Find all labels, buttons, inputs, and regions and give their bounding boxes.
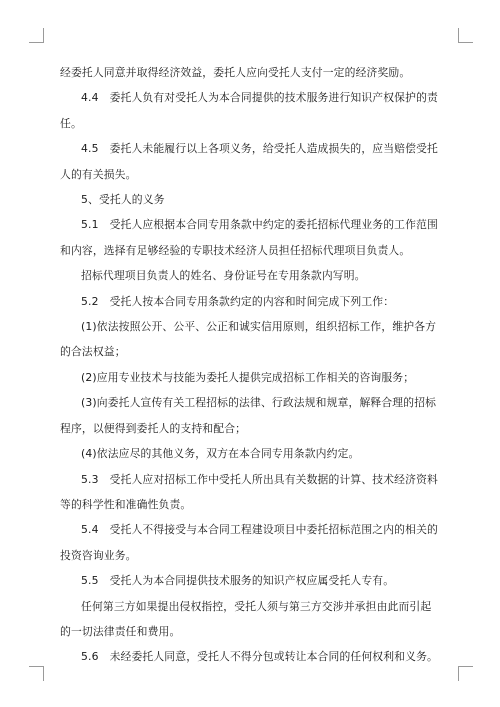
clause-4-5: 4.5 委托人未能履行以上各项义务，给受托人造成损失的，应当赔偿受托人的有关损失。	[60, 142, 438, 181]
clause-5-1-note: 招标代理项目负责人的姓名、身份证号在专用条款内写明。	[81, 269, 366, 283]
crop-mark-top-right	[458, 28, 473, 43]
clause-4-4: 4.4 委托人负有对受托人为本合同提供的技术服务进行知识产权保护的责任。	[60, 91, 438, 130]
clause-5-2-item-1: (1)依法按照公开、公平、公正和诚实信用原则，组织招标工作，维护各方的合法权益；	[60, 320, 437, 359]
section-heading-5: 5、受托人的义务	[81, 193, 165, 207]
clause-5-6: 5.6 未经委托人同意，受托人不得分包或转让本合同的任何权利和义务。	[81, 650, 438, 664]
clause-5-3: 5.3 受托人应对招标工作中受托人所出具有关数据的计算、技术经济资料等的科学性和准确性负责。	[60, 472, 438, 511]
clause-5-2-item-2: (2)应用专业技术与技能为委托人提供完成招标工作相关的咨询服务；	[81, 370, 415, 384]
clause-5-2-item-4: (4)依法应尽的其他义务，双方在本合同专用条款内约定。	[81, 447, 360, 461]
crop-mark-bottom-right	[458, 666, 473, 681]
clause-5-5: 5.5 受托人为本合同提供技术服务的知识产权应属受托人专有。	[81, 574, 395, 588]
clause-5-2: 5.2 受托人按本合同专用条款约定的内容和时间完成下列工作：	[81, 294, 395, 308]
paragraph-continuation: 经委托人同意并取得经济效益，委托人应向受托人支付一定的经济奖励。	[60, 66, 411, 79]
crop-mark-bottom-left	[29, 666, 44, 681]
document-body	[60, 60, 442, 670]
clause-5-4: 5.4 受托人不得接受与本合同工程建设项目中委托招标范围之内的相关的投资咨询业务。	[60, 523, 438, 562]
clause-5-2-item-3: (3)向委托人宣传有关工程招标的法律、行政法规和规章，解释合理的招标程序，以便得到委托人的支持和配合；	[60, 396, 437, 435]
crop-mark-top-left	[29, 28, 44, 43]
clause-5-1: 5.1 受托人应根据本合同专用条款中约定的委托招标代理业务的工作范围和内容，选择有足够经验的专职技术经济人员担任招标代理项目负责人。	[60, 218, 438, 257]
clause-5-5-note: 任何第三方如果提出侵权指控，受托人须与第三方交涉并承担由此而引起的一切法律责任和费用。	[60, 599, 432, 638]
